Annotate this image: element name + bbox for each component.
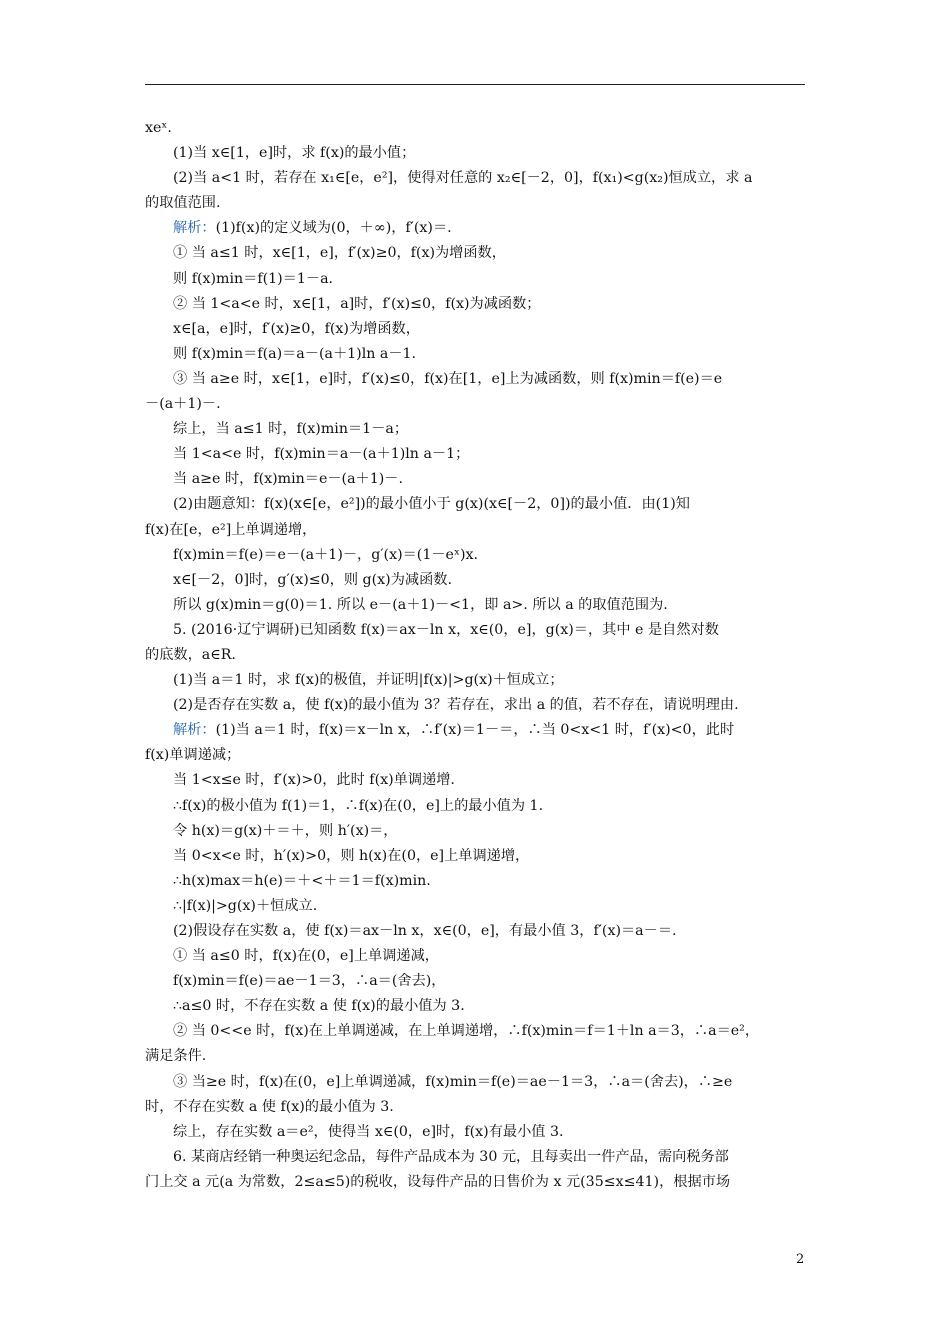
line-text: －(a＋1)－. — [145, 396, 221, 413]
line-text: x∈[a，e]时，f′(x)≥0，f(x)为增函数， — [173, 320, 420, 337]
line-text: 综上，存在实数 a＝e²，使得当 x∈(0，e]时，f(x)有最小值 3. — [173, 1123, 564, 1140]
text-line — [145, 141, 807, 166]
text-line — [145, 1044, 807, 1069]
line-text: (2)由题意知：f(x)(x∈[e，e²])的最小值小于 g(x)(x∈[－2，0])的最小值．由(1)知 — [173, 496, 690, 513]
line-text: 当 0<x<e 时，h′(x)>0，则 h(x)在(0，e]上单调递增， — [173, 847, 530, 864]
text-line — [145, 492, 807, 517]
text-line — [145, 693, 807, 718]
line-text: ② 当 0<<e 时，f(x)在上单调递减，在上单调递增，∴f(x)min＝f＝1＋ln a＝3，∴a＝e²， — [173, 1023, 760, 1040]
line-text: ∴|f(x)|>g(x)＋恒成立. — [173, 897, 318, 914]
text-line — [145, 191, 807, 216]
text-line — [145, 969, 807, 994]
line-text: 则 f(x)min＝f(a)＝a－(a＋1)ln a－1. — [173, 345, 417, 362]
line-text: 的取值范围. — [145, 195, 221, 212]
analysis-label: 解析： — [173, 722, 216, 739]
line-text: 综上，当 a≤1 时，f(x)min＝1－a； — [173, 421, 409, 438]
line-text: ∴h(x)max＝h(e)＝＋<＋＝1＝f(x)min. — [173, 872, 431, 889]
text-line — [145, 241, 807, 266]
line-text: ③ 当 a≥e 时，x∈[1，e]时，f′(x)≤0，f(x)在[1，e]上为减函数，则 f(x)min＝f(e)＝e — [173, 370, 723, 387]
line-text: 所以 g(x)min＝g(0)＝1. 所以 e－(a＋1)－<1，即 a>. 所以 a 的取值范围为. — [173, 596, 668, 613]
line-text: (1)f(x)的定义域为(0，＋∞)，f′(x)＝. — [215, 220, 452, 237]
text-line — [145, 718, 807, 743]
text-line — [145, 593, 807, 618]
text-line — [145, 543, 807, 568]
text-line — [145, 794, 807, 819]
text-line — [145, 944, 807, 969]
line-text: ① 当 a≤0 时，f(x)在(0，e]上单调递减， — [173, 948, 439, 965]
text-line — [145, 743, 807, 768]
text-line — [145, 392, 807, 417]
analysis-label: 解析： — [173, 220, 216, 237]
line-text: 的底数，a∈R. — [145, 646, 236, 663]
line-text: (2)假设存在实数 a，使 f(x)＝ax－ln x，x∈(0，e]，有最小值 3，f′(x)＝a－＝. — [173, 923, 677, 939]
text-line — [145, 467, 807, 492]
line-text: ∴a≤0 时，不存在实数 a 使 f(x)的最小值为 3. — [173, 998, 465, 1015]
line-text: (1)当 a＝1 时，f(x)＝x－ln x，∴f′(x)＝1－＝，∴当 0<x<1 时，f′(x)<0，此时 — [215, 722, 735, 739]
text-line — [145, 643, 807, 668]
line-text: 时，不存在实数 a 使 f(x)的最小值为 3. — [145, 1098, 394, 1115]
text-line — [145, 292, 807, 317]
page-number: 2 — [796, 1252, 805, 1267]
line-text: ∴f(x)的极小值为 f(1)＝1，∴f(x)在(0，e]上的最小值为 1. — [173, 797, 544, 814]
text-line — [145, 1070, 807, 1095]
line-text: 5. (2016·辽宁调研)已知函数 f(x)＝ax－ln x，x∈(0，e]，g(x)＝，其中 e 是自然对数 — [173, 621, 719, 638]
line-text: 则 f(x)min＝f(1)＝1－a. — [173, 270, 334, 287]
line-text: 当 a≥e 时，f(x)min＝e－(a＋1)－. — [173, 471, 403, 488]
line-text: 满足条件. — [145, 1048, 207, 1065]
text-line — [145, 668, 807, 693]
text-line — [145, 317, 807, 342]
line-text: (1)当 a＝1 时，求 f(x)的极值，并证明|f(x)|>g(x)＋恒成立； — [173, 672, 564, 689]
text-line — [145, 166, 807, 191]
text-line — [145, 844, 807, 869]
text-line — [145, 618, 807, 643]
line-text: f(x)min＝f(e)＝e－(a＋1)－，g′(x)＝(1－eˣ)x. — [173, 546, 479, 563]
text-line — [145, 518, 807, 543]
header-rule — [145, 84, 805, 85]
line-text: 令 h(x)＝g(x)＋＝＋，则 h′(x)＝， — [173, 822, 398, 839]
line-text: (2)是否存在实数 a，使 f(x)的最小值为 3？若存在，求出 a 的值，若不存在，请说明理由. — [173, 697, 739, 714]
text-line — [145, 417, 807, 442]
line-text: ① 当 a≤1 时，x∈[1，e]，f′(x)≥0，f(x)为增函数， — [173, 245, 506, 262]
line-text: (1)当 x∈[1，e]时，求 f(x)的最小值； — [173, 145, 416, 162]
text-line — [145, 568, 807, 593]
text-line — [145, 1145, 807, 1170]
line-text: 当 1<x≤e 时，f′(x)>0，此时 f(x)单调递增. — [173, 772, 455, 789]
line-text: 门上交 a 元(a 为常数，2≤a≤5)的税收，设每件产品的日售价为 x 元(35≤x≤41)，根据市场 — [145, 1173, 731, 1190]
line-text: xeˣ. — [145, 120, 172, 136]
document-body — [145, 116, 807, 1195]
text-line — [145, 994, 807, 1019]
text-line — [145, 768, 807, 793]
line-text: f(x)单调递减； — [145, 747, 241, 764]
line-text: 6. 某商店经销一种奥运纪念品，每件产品成本为 30 元，且每卖出一件产品，需向税务部 — [173, 1148, 729, 1165]
text-line — [145, 216, 807, 241]
line-text: f(x)在[e，e²]上单调递增， — [145, 521, 317, 538]
line-text: x∈[－2，0]时，g′(x)≤0，则 g(x)为减函数. — [173, 571, 452, 588]
text-line — [145, 1095, 807, 1120]
text-line — [145, 819, 807, 844]
line-text: f(x)min＝f(e)＝ae－1＝3，∴a＝(舍去)， — [173, 973, 446, 990]
text-line — [145, 116, 807, 141]
text-line — [145, 869, 807, 894]
text-line — [145, 367, 807, 392]
line-text: ② 当 1<a<e 时，x∈[1，a]时，f′(x)≤0，f(x)为减函数； — [173, 295, 541, 312]
line-text: ③ 当≥e 时，f(x)在(0，e]上单调递减，f(x)min＝f(e)＝ae－1＝3，∴a＝(舍去)，∴≥e — [173, 1073, 733, 1090]
text-line — [145, 919, 807, 944]
line-text: 当 1<a<e 时，f(x)min＝a－(a＋1)ln a－1； — [173, 446, 470, 463]
line-text: (2)当 a<1 时，若存在 x₁∈[e，e²]，使得对任意的 x₂∈[－2，0]，f(x₁)<g(x₂)恒成立，求 a — [173, 170, 753, 187]
text-line — [145, 267, 807, 292]
text-line — [145, 342, 807, 367]
text-line — [145, 442, 807, 467]
text-line — [145, 1120, 807, 1145]
text-line — [145, 1170, 807, 1195]
text-line — [145, 1019, 807, 1044]
text-line — [145, 894, 807, 919]
